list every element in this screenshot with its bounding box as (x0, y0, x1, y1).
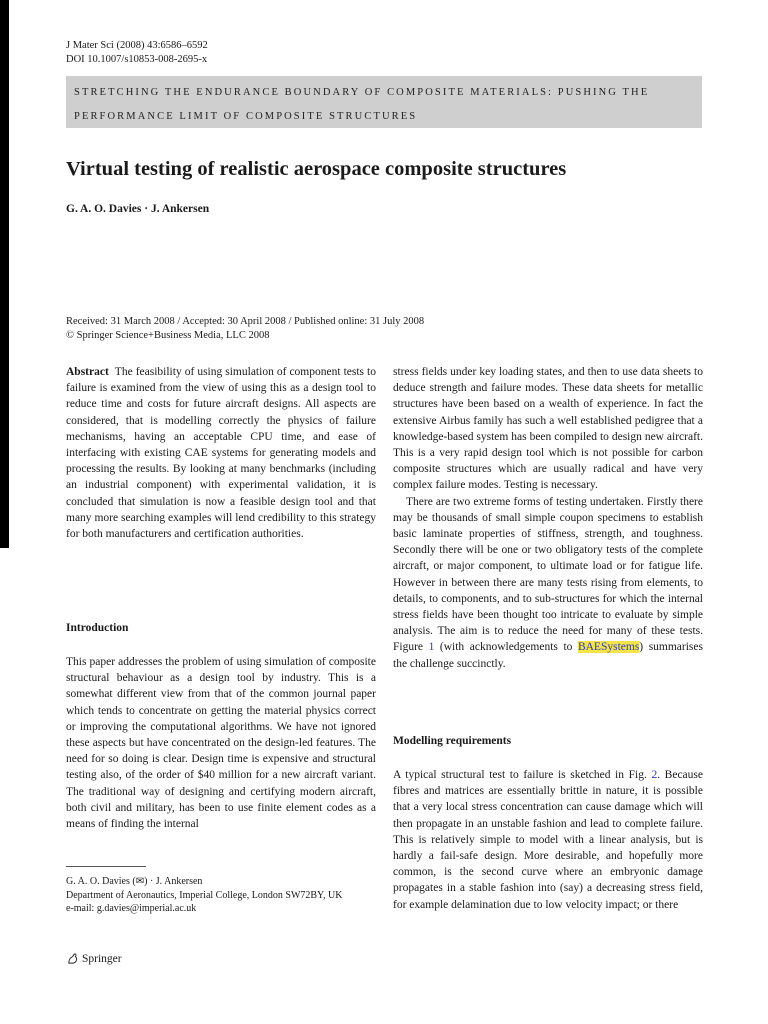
author-footnote (66, 875, 366, 916)
figure-2-link[interactable]: 2 (651, 769, 658, 781)
journal-meta (66, 39, 208, 67)
modelling-text-start: A typical structural test to failure is sketched in Fig. (393, 769, 652, 781)
footnote-email[interactable]: e-mail: g.davies@imperial.ac.uk (66, 903, 197, 914)
publisher-name: Springer (82, 952, 122, 965)
footnote-affiliation: Department of Aeronautics, Imperial College, London SW72BY, UK (66, 889, 343, 901)
introduction-heading: Introduction (66, 622, 129, 634)
right-paragraph-1: stress fields under key loading states, and then to use data sheets to deduce strength and failure modes. These data sheets for metallic structures have been based on a wealth of experience. In fact the extensive Airbus family has such a well established pedigree that a knowledge-based system has been compiled to design new aircraft. This is a very rapid design tool which is not possible for carbon composite structures which are usually radical and have very complex failure modes. Testing is necessary. (393, 366, 703, 492)
banner-line-2: PERFORMANCE LIMIT OF COMPOSITE STRUCTURES (74, 111, 418, 122)
footnote-author-1: G. A. O. Davies ( (66, 876, 136, 887)
baesystems-highlight[interactable]: BAESystems (577, 641, 640, 654)
para2-text-end: ) summarises the challenge succinctly. (393, 641, 703, 670)
banner-line-1: STRETCHING THE ENDURANCE BOUNDARY OF COMPOSITE MATERIALS: PUSHING THE (74, 87, 650, 98)
footnote-author-2: ) · J. Ankersen (144, 876, 203, 887)
article-title: Virtual testing of realistic aerospace composite structures (66, 158, 567, 180)
abstract-heading: Abstract (66, 366, 109, 378)
footnote-authors (66, 875, 366, 889)
right-column-text (393, 364, 703, 672)
abstract-block (66, 364, 376, 542)
figure-1-link[interactable]: 1 (428, 641, 435, 654)
modelling-requirements-heading: Modelling requirements (393, 735, 512, 747)
special-issue-banner (66, 76, 702, 128)
envelope-icon[interactable]: ✉ (135, 876, 145, 887)
para2-text-start: There are two extreme forms of testing undertaken. Firstly there may be thousands of small simple coupon specimens to establish basic laminate properties of stiffness, strength, and toughness. Secondly there will be one or two obligatory tests of the complete aircraft, or major component, to ultimate load or for fatigue life. However in between there are many tests rising from elements, to details, to components, and to sub-structures for which the internal stress fields have been thought too intricate to evaluate by simple analysis. The aim is to reduce the need for many of these tests. Figure (393, 495, 703, 654)
springer-horse-icon (66, 952, 79, 965)
right-paragraph-2 (393, 494, 703, 672)
modelling-requirements-text (393, 767, 703, 913)
publication-history (66, 315, 424, 343)
journal-citation: J Mater Sci (2008) 43:6586–6592 (66, 40, 208, 51)
copyright-line: © Springer Science+Business Media, LLC 2008 (66, 330, 270, 341)
article-authors: G. A. O. Davies · J. Ankersen (66, 203, 210, 215)
para2-text-mid: (with acknowledgements to (434, 641, 578, 654)
received-dates: Received: 31 March 2008 / Accepted: 30 April 2008 / Published online: 31 July 2008 (66, 316, 425, 327)
page-edge-bar (0, 0, 9, 548)
journal-doi[interactable]: DOI 10.1007/s10853-008-2695-x (66, 54, 208, 65)
publisher-logo (66, 952, 122, 965)
modelling-text-end: . Because fibres and matrices are essentially brittle in nature, it is possible that a very local stress concentration can cause damage which will then propagate in an unstable fashion and lead to complete failure. This is relatively simple to model with a linear analysis, but is hardly a fail-safe design. More desirable, and hopefully more common, is the second curve where an embryonic damage propagates in a stable fashion into (say) a decreasing stress field, for example delamination due to low velocity impact; or there (393, 769, 703, 911)
introduction-text: This paper addresses the problem of using simulation of composite structural behaviour as a design tool by industry. This is a somewhat different view from that of the common journal paper which tends to concentrate on getting the material physics correct or improving the computational algorithms. We have not ignored these aspects but have concentrated on the design-led features. The need for so doing is clear. Design time is expensive and structural testing also, of the order of $40 million for a new aircraft variant. The traditional way of designing and certifying modern aircraft, both civil and military, has been to use finite element codes as a means of finding the internal (66, 656, 376, 831)
abstract-text: The feasibility of using simulation of component tests to failure is examined from the view of using this as a design tool to reduce time and costs for future aircraft designs. All aspects are considered, that is modelling correctly the physics of failure mechanisms, having an acceptable CPU time, and ease of interfacing with existing CAE systems for generating models and processing the results. By looking at many benchmarks (including an industrial component) with experimental validation, it is concluded that simulation is now a feasible design tool and that many more searching examples will lend credibility to this strategy for both manufacturers and certification authorities. (66, 366, 376, 541)
footnote-divider (66, 866, 146, 867)
